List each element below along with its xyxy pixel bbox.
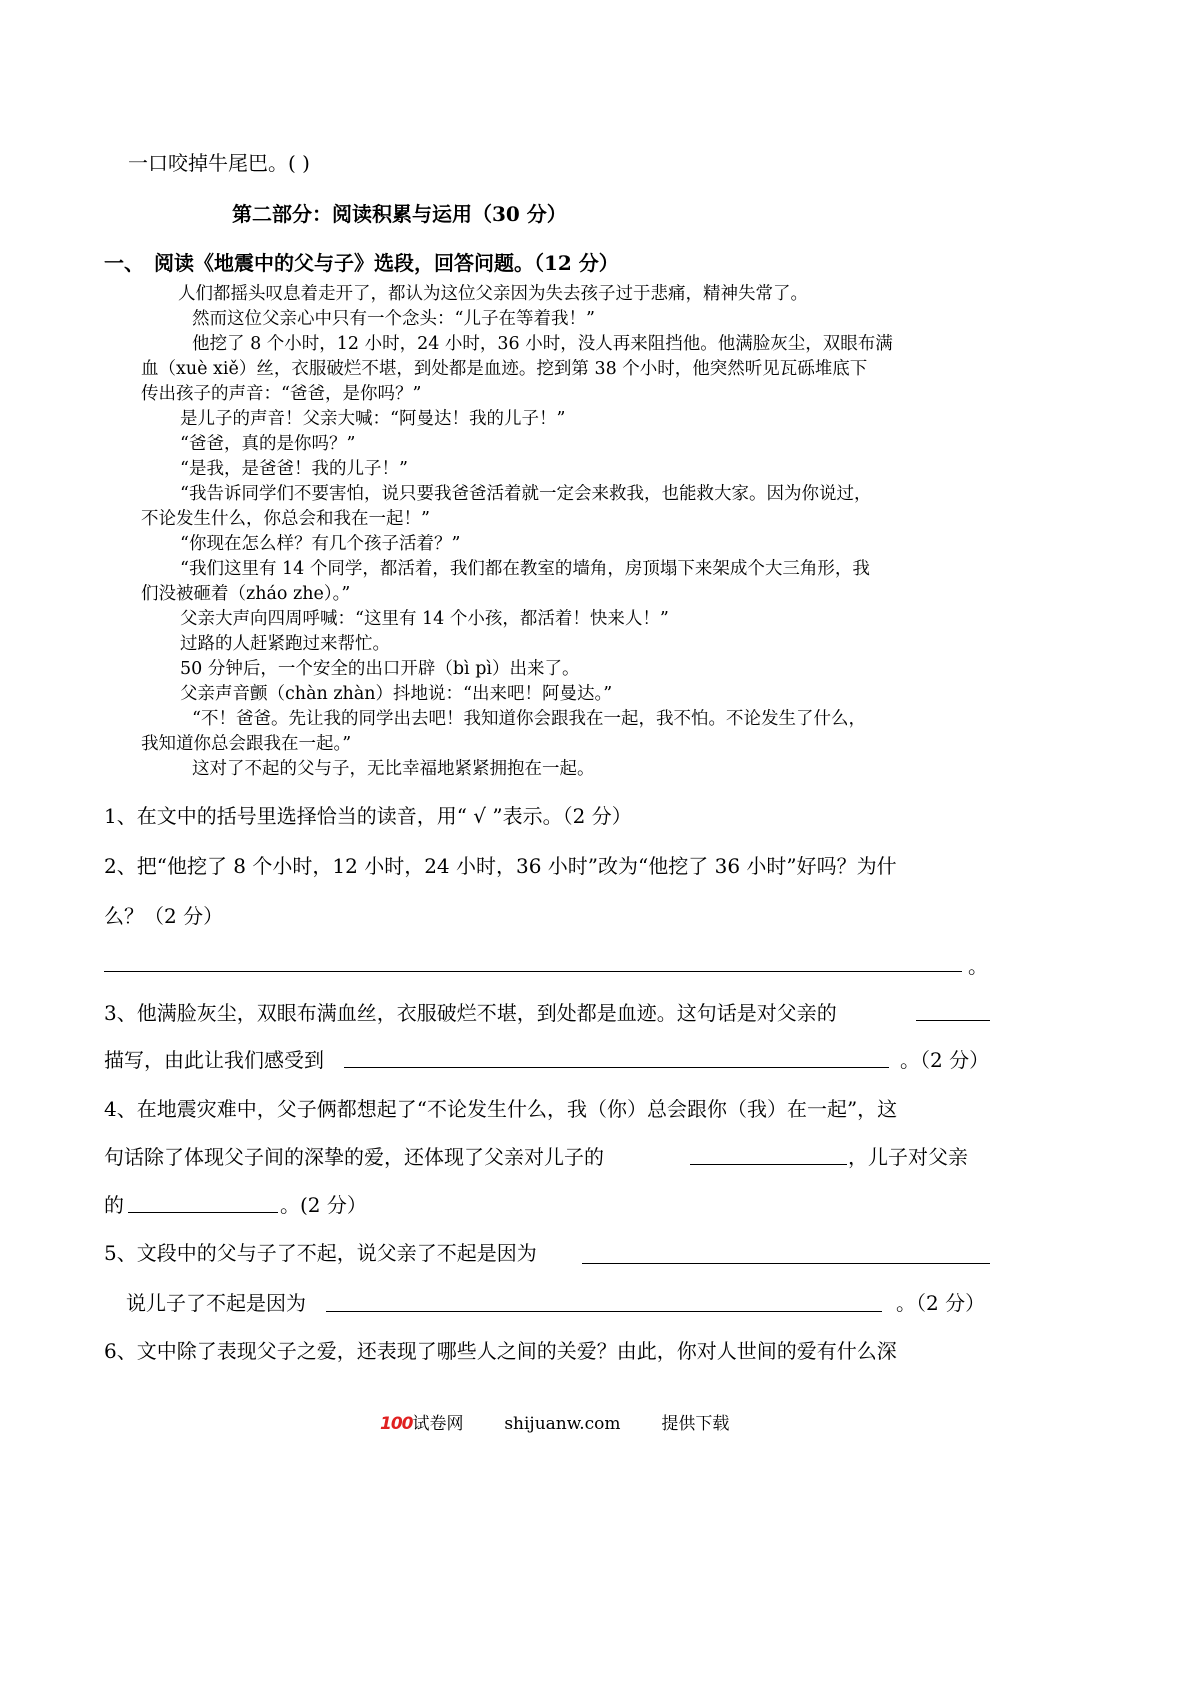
passage-line: 不论发生什么，你总会和我在一起！”	[141, 509, 430, 529]
passage-line: 过路的人赶紧跑过来帮忙。	[180, 634, 390, 654]
site-logo: 100	[380, 1414, 413, 1434]
passage-line: 们没被砸着（zháo zhe）。”	[141, 584, 351, 604]
question-2-cont: 么？（2 分）	[104, 904, 224, 928]
q3-score: 。（2 分）	[900, 1048, 990, 1072]
passage-line: 50 分钟后，一个安全的出口开辟（bì pì）出来了。	[180, 659, 580, 679]
question-2: 2、把“他挖了 8 个小时，12 小时，24 小时，36 小时”改为“他挖了 36 小时”好吗？为什	[104, 854, 897, 878]
answer-line-q4b[interactable]	[128, 1212, 278, 1213]
question-3: 3、他满脸灰尘，双眼布满血丝，衣服破烂不堪，到处都是血迹。这句话是对父亲的	[104, 1001, 837, 1025]
question-4-cont: 句话除了体现父子间的深挚的爱，还体现了父亲对儿子的	[104, 1145, 604, 1169]
top-line: 一口咬掉牛尾巴。( )	[128, 151, 310, 175]
passage-line: 父亲声音颤（chàn zhàn）抖地说：“出来吧！阿曼达。”	[180, 684, 613, 704]
answer-line-q3b[interactable]	[344, 1067, 889, 1068]
part-title: 第二部分：阅读积累与运用（30 分）	[232, 202, 567, 226]
answer-line-q5b[interactable]	[326, 1311, 882, 1312]
passage-line: 传出孩子的声音：“爸爸，是你吗？”	[141, 384, 422, 404]
passage-line: “我们这里有 14 个同学，都活着，我们都在教室的墙角，房顶塌下来架成个大三角形，我	[180, 559, 870, 579]
q2-period: 。	[968, 954, 988, 978]
site-url[interactable]: shijuanw.com	[504, 1414, 621, 1434]
q5-score: 。（2 分）	[896, 1291, 986, 1315]
passage-line: “你现在怎么样？有几个孩子活着？”	[180, 534, 461, 554]
passage-line: “是我，是爸爸！我的儿子！”	[180, 459, 408, 479]
question-4-end: 的	[104, 1193, 124, 1217]
passage-line: “不！爸爸。先让我的同学出去吧！我知道你会跟我在一起，我不怕。不论发生了什么，	[192, 709, 866, 729]
answer-line-q5a[interactable]	[582, 1263, 990, 1264]
passage-line: “我告诉同学们不要害怕，说只要我爸爸活着就一定会来救我，也能救大家。因为你说过，	[180, 484, 872, 504]
passage-line: 父亲大声向四周呼喊：“这里有 14 个小孩，都活着！快来人！”	[180, 609, 669, 629]
question-4: 4、在地震灾难中，父子俩都想起了“不论发生什么，我（你）总会跟你（我）在一起”，这	[104, 1097, 898, 1121]
section-number: 一、	[104, 251, 144, 275]
passage-line: 血（xuè xiě）丝，衣服破烂不堪，到处都是血迹。挖到第 38 个小时，他突然听见瓦砾堆底下	[141, 359, 868, 379]
question-5: 5、文段中的父与子了不起，说父亲了不起是因为	[104, 1241, 537, 1265]
question-3-cont: 描写，由此让我们感受到	[104, 1048, 324, 1072]
passage-line: 这对了不起的父与子，无比幸福地紧紧拥抱在一起。	[192, 759, 595, 779]
download-note: 提供下载	[661, 1414, 730, 1434]
passage-line: 是儿子的声音！父亲大喊：“阿曼达！我的儿子！”	[180, 409, 566, 429]
answer-line-q3a[interactable]	[916, 1020, 990, 1021]
q4-score: 。(2 分）	[280, 1193, 367, 1217]
question-1: 1、在文中的括号里选择恰当的读音，用“ √ ”表示。（2 分）	[104, 804, 632, 828]
q4-mid: ，儿子对父亲	[848, 1145, 968, 1169]
answer-line-q4a[interactable]	[690, 1164, 847, 1165]
question-5-cont: 说儿子了不起是因为	[126, 1291, 306, 1315]
passage-line: 我知道你总会跟我在一起。”	[141, 734, 352, 754]
passage-line: 他挖了 8 个小时，12 小时，24 小时，36 小时，没人再来阻挡他。他满脸灰尘，双眼布满	[192, 334, 893, 354]
page-footer	[380, 1413, 729, 1435]
answer-line-q2[interactable]	[104, 971, 962, 972]
passage-line: “爸爸，真的是你吗？”	[180, 434, 356, 454]
question-6: 6、文中除了表现父子之爱，还表现了哪些人之间的关爱？由此，你对人世间的爱有什么深	[104, 1339, 897, 1363]
site-name: 试卷网	[412, 1414, 464, 1434]
passage-line: 然而这位父亲心中只有一个念头：“儿子在等着我！”	[192, 309, 595, 329]
section-title: 阅读《地震中的父与子》选段，回答问题。（12 分）	[154, 251, 619, 275]
passage-line: 人们都摇头叹息着走开了，都认为这位父亲因为失去孩子过于悲痛，精神失常了。	[178, 284, 808, 304]
